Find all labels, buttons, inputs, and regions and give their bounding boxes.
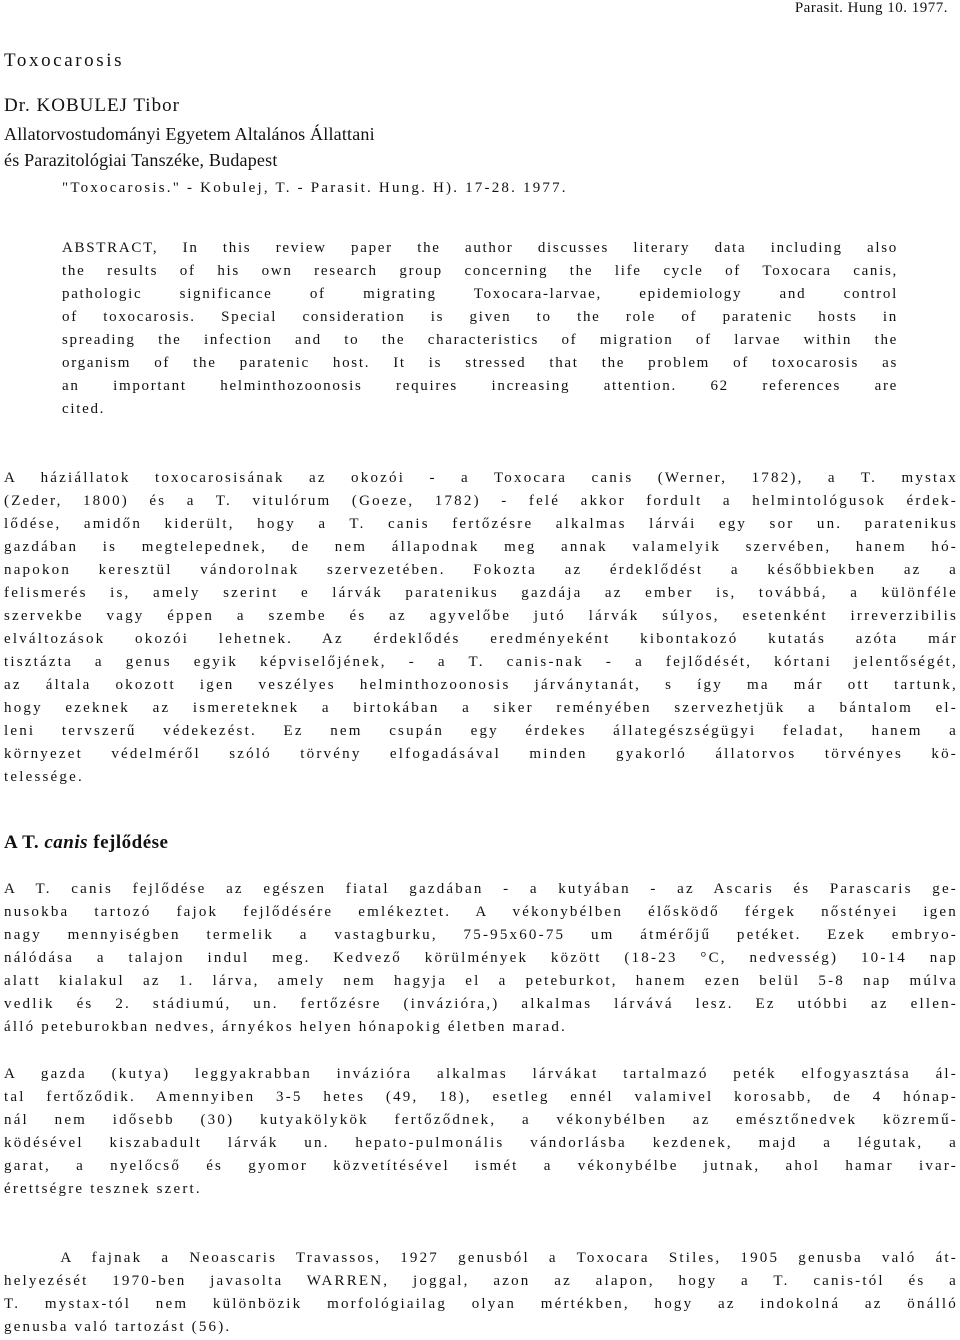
paragraph-line: T. mystax-tól nem különbözik morfológiailag olyan mértékben, hogy az indokolná az önálló	[4, 1296, 958, 1312]
citation-line: "Toxocarosis." - Kobulej, T. - Parasit. Hung. H). 17-28. 1977.	[62, 180, 568, 196]
paragraph-line: hogy ezeknek az ismereteknek a birtokában a siker reményében szervezhetjük a bántalom el-	[4, 700, 958, 716]
affiliation-line: és Parazitológiai Tanszéke, Budapest	[4, 150, 278, 170]
paragraph-line: tisztázta a genus egyik képviselőjének, - a T. canis-nak - a fejlődését, kórtani jelentőségét,	[4, 654, 958, 670]
abstract-line: of toxocarosis. Special consideration is given to the role of paratenic hosts in	[62, 309, 898, 325]
abstract-line: an important helminthozoonosis requires increasing attention. 62 references are	[62, 378, 898, 394]
paragraph-line: nálódása a talajon indul meg. Kedvező körülmények között (18-23 °C, nedvesség) 10-14 nap	[4, 950, 958, 966]
paragraph-line: az általa okozott igen veszélyes helminthozoonosis járványtanát, s így ma már ott tartunk,	[4, 677, 958, 693]
section-heading-suffix: fejlődése	[88, 832, 169, 853]
paragraph-line: lődése, amidőn kiderült, hogy a T. canis fertőzésre alkalmas lárvái egy sor un. paratenikus	[4, 516, 958, 532]
abstract-line: organism of the paratenic host. It is stressed that the problem of toxocarosis as	[62, 355, 898, 371]
abstract-line: the results of his own research group concerning the life cycle of Toxocara canis,	[62, 263, 898, 279]
paragraph-line: napokon keresztül vándorolnak szervezetében. Fokozta az érdeklődést a későbbiekben az a	[4, 562, 958, 578]
section-heading-prefix: A T.	[4, 832, 45, 853]
paragraph-line: elváltozások okozói lehetnek. Az érdeklődés eredményeként kibontakozó kutatás azóta már	[4, 631, 958, 647]
abstract-line: spreading the infection and to the characteristics of migration of larvae within the	[62, 332, 898, 348]
abstract-line: cited.	[62, 401, 106, 417]
paragraph-line: tal fertőződik. Amennyiben 3-5 hetes (49, 18), esetleg ennél valamivel korosabb, de 4 hónap-	[4, 1089, 958, 1105]
paragraph-line: vedlik és 2. stádiumú, un. fertőzésre (invázióra,) alkalmas lárvává lesz. Ez utóbbi az ellen-	[4, 996, 958, 1012]
paragraph-line: garat, a nyelőcső és gyomor közvetítésével ismét a vékonybélbe jutnak, ahol hamar ivar-	[4, 1158, 958, 1174]
paragraph-line: alatt kialakul az 1. lárva, amely nem hagyja el a peteburkot, hanem ezen belül 5-8 nap múlva	[4, 973, 958, 989]
paragraph-line: leni tervszerű védekezést. Ez nem csupán egy érdekes állategészségügyi feladat, hanem a	[4, 723, 958, 739]
paragraph-line: telessége.	[4, 769, 84, 785]
paragraph-line: nusokba tartozó fajok fejlődésére emlékeztet. A vékonybélben élősködő férgek nőstényei igen	[4, 904, 958, 920]
paragraph-line: genusba való tartozást (56).	[4, 1319, 232, 1335]
paragraph-line: (Zeder, 1800) és a T. vitulórum (Goeze, 1782) - felé akkor fordult a helmintológusok érdek-	[4, 493, 958, 509]
paragraph-line: álló peteburokban nedves, árnyékos helyen hónapokig életben marad.	[4, 1019, 567, 1035]
paragraph-line: A T. canis fejlődése az egészen fiatal gazdában - a kutyában - az Ascaris és Parascaris ge-	[4, 881, 958, 897]
paragraph-line: helyezését 1970-ben javasolta WARREN, joggal, azon az alapon, hogy a T. canis-tól és a	[4, 1273, 958, 1289]
paragraph-line: ködésével kiszabadult lárvák un. hepato-pulmonális vándorlásba kezdenek, majd a légutak, a	[4, 1135, 958, 1151]
affiliation-line: Allatorvostudományi Egyetem Altalános Állattani	[4, 124, 375, 144]
author-name: Dr. KOBULEJ Tibor	[4, 95, 180, 116]
paragraph-line: szervekbe vagy éppen a szembe és az agyvelőbe jutó lárvák súlyos, esetenként irreverzibilis	[4, 608, 958, 624]
running-head: Parasit. Hung 10. 1977.	[794, 0, 948, 16]
section-heading	[4, 832, 168, 854]
abstract-line: ABSTRACT, In this review paper the author discusses literary data including also	[62, 240, 898, 256]
paragraph-line: A fajnak a Neoascaris Travassos, 1927 genusból a Toxocara Stiles, 1905 genusba való át-	[4, 1250, 958, 1266]
abstract-line: pathologic significance of migrating Toxocara-larvae, epidemiology and control	[62, 286, 898, 302]
paragraph-line: gazdában is megtelepednek, de nem állapodnak meg annak valamelyik szervében, hanem hó-	[4, 539, 958, 555]
paragraph-line: nál nem idősebb (30) kutyakölykök fertőződnek, a vékonybélben az emésztőnedvek közremű-	[4, 1112, 958, 1128]
paragraph-line: érettségre tesznek szert.	[4, 1181, 202, 1197]
document-title: Toxocarosis	[4, 50, 125, 71]
paragraph-line: felismerés is, amely szerint e lárvák paratenikus gazdája az ember is, továbbá, a különféle	[4, 585, 958, 601]
paragraph-line: A háziállatok toxocarosisának az okozói - a Toxocara canis (Werner, 1782), a T. mystax	[4, 470, 958, 486]
section-heading-italic: canis	[44, 832, 89, 853]
paragraph-line: nagy mennyiségben termelik a vastagburku, 75-95x60-75 um átmérőjű petéket. Ezek embryo-	[4, 927, 958, 943]
paragraph-line: A gazda (kutya) leggyakrabban invázióra alkalmas lárvákat tartalmazó peték elfogyasztása ál-	[4, 1066, 958, 1082]
paragraph-line: környezet védelméről szóló törvény elfogadásával minden gyakorló állatorvos törvényes kö-	[4, 746, 958, 762]
